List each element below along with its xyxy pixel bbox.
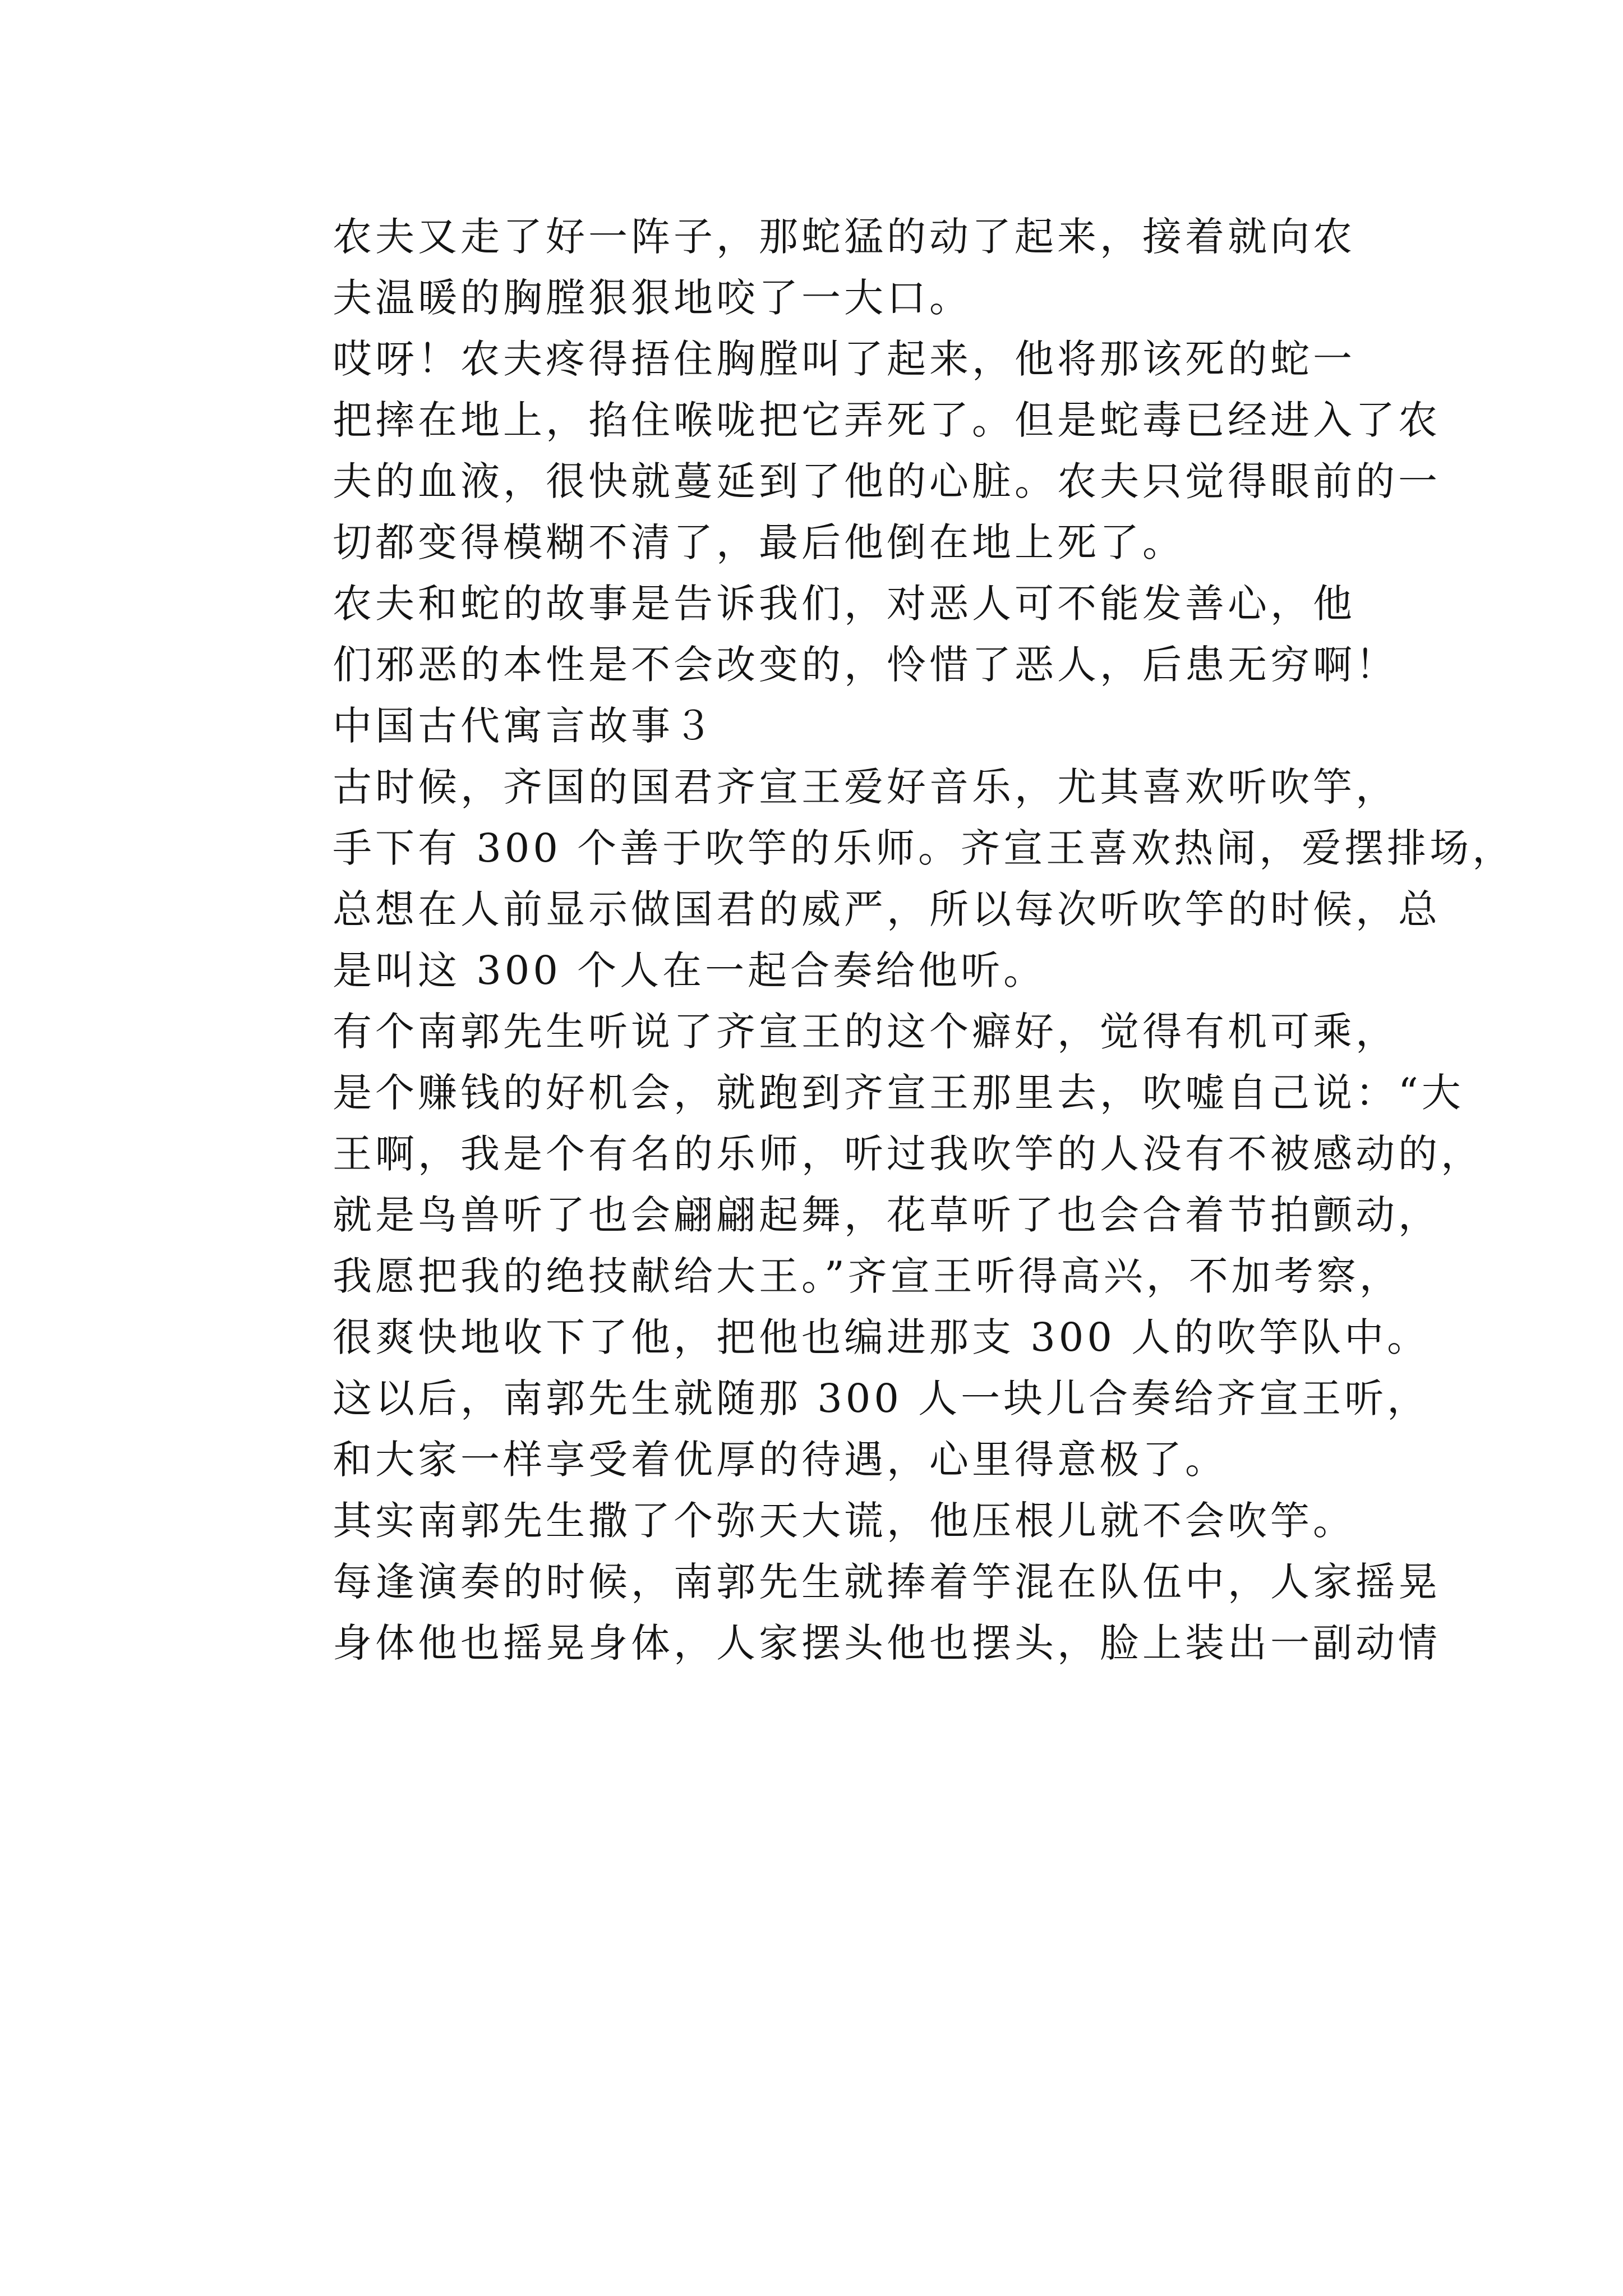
- text-line: 这以后，南郭先生就随那 300 人一块儿合奏给齐宣王听，: [333, 1375, 1430, 1421]
- text-line: 夫的血液，很快就蔓延到了他的心脏。农夫只觉得眼前的一: [333, 458, 1441, 504]
- text-line: 哎呀！农夫疼得捂住胸膛叫了起来，他将那该死的蛇一: [333, 336, 1355, 382]
- text-line: 是叫这 300 个人在一起合奏给他听。: [333, 947, 1046, 993]
- text-line: 我愿把我的绝技献给大王。”齐宣王听得高兴，不加考察，: [333, 1253, 1402, 1299]
- text-line: 很爽快地收下了他，把他也编进那支 300 人的吹竽队中。: [333, 1314, 1430, 1360]
- paragraph: [251, 1001, 1483, 1368]
- paragraph: [251, 1368, 1430, 1490]
- text-line: 切都变得模糊不清了，最后他倒在地上死了。: [333, 519, 1185, 565]
- paragraph: [251, 757, 1515, 1001]
- body-text: [251, 206, 1515, 1674]
- paragraph: [251, 573, 1401, 696]
- paragraph: [251, 206, 1401, 329]
- text-line: 古时候，齐国的国君齐宣王爱好音乐，尤其喜欢听吹竽，: [333, 764, 1398, 810]
- text-line: 们邪恶的本性是不会改变的，怜惜了恶人，后患无穷啊！: [333, 642, 1398, 688]
- text-line: 夫温暖的胸膛狠狠地咬了一大口。: [333, 275, 972, 321]
- paragraph: [251, 329, 1441, 573]
- text-line: 手下有 300 个善于吹竽的乐师。齐宣王喜欢热闹，爱摆排场，: [333, 825, 1515, 871]
- text-line: 其实南郭先生撒了个弥天大谎，他压根儿就不会吹竽。: [333, 1498, 1355, 1544]
- paragraph: [251, 1490, 1441, 1674]
- text-line: 有个南郭先生听说了齐宣王的这个癖好，觉得有机可乘，: [333, 1009, 1398, 1055]
- text-line: 就是鸟兽听了也会翩翩起舞，花草听了也会合着节拍颤动，: [333, 1192, 1441, 1238]
- text-line: 农夫又走了好一阵子，那蛇猛的动了起来，接着就向农: [333, 214, 1355, 260]
- text-line: 把摔在地上，掐住喉咙把它弄死了。但是蛇毒已经进入了农: [333, 397, 1441, 443]
- section-heading: [251, 696, 1401, 757]
- text-line: 中国古代寓言故事３: [333, 703, 716, 749]
- text-line: 总想在人前显示做国君的威严，所以每次听吹竽的时候，总: [333, 886, 1441, 932]
- text-line: 身体他也摇晃身体，人家摆头他也摆头，脸上装出一副动情: [333, 1620, 1441, 1666]
- text-line: 每逢演奏的时候，南郭先生就捧着竽混在队伍中，人家摇晃: [333, 1559, 1441, 1605]
- text-line: 王啊，我是个有名的乐师，听过我吹竽的人没有不被感动的，: [333, 1131, 1483, 1177]
- text-line: 农夫和蛇的故事是告诉我们，对恶人可不能发善心，他: [333, 581, 1355, 627]
- text-line: 是个赚钱的好机会，就跑到齐宣王那里去，吹嘘自己说：“大: [333, 1070, 1464, 1116]
- text-line: 和大家一样享受着优厚的待遇，心里得意极了。: [333, 1437, 1228, 1483]
